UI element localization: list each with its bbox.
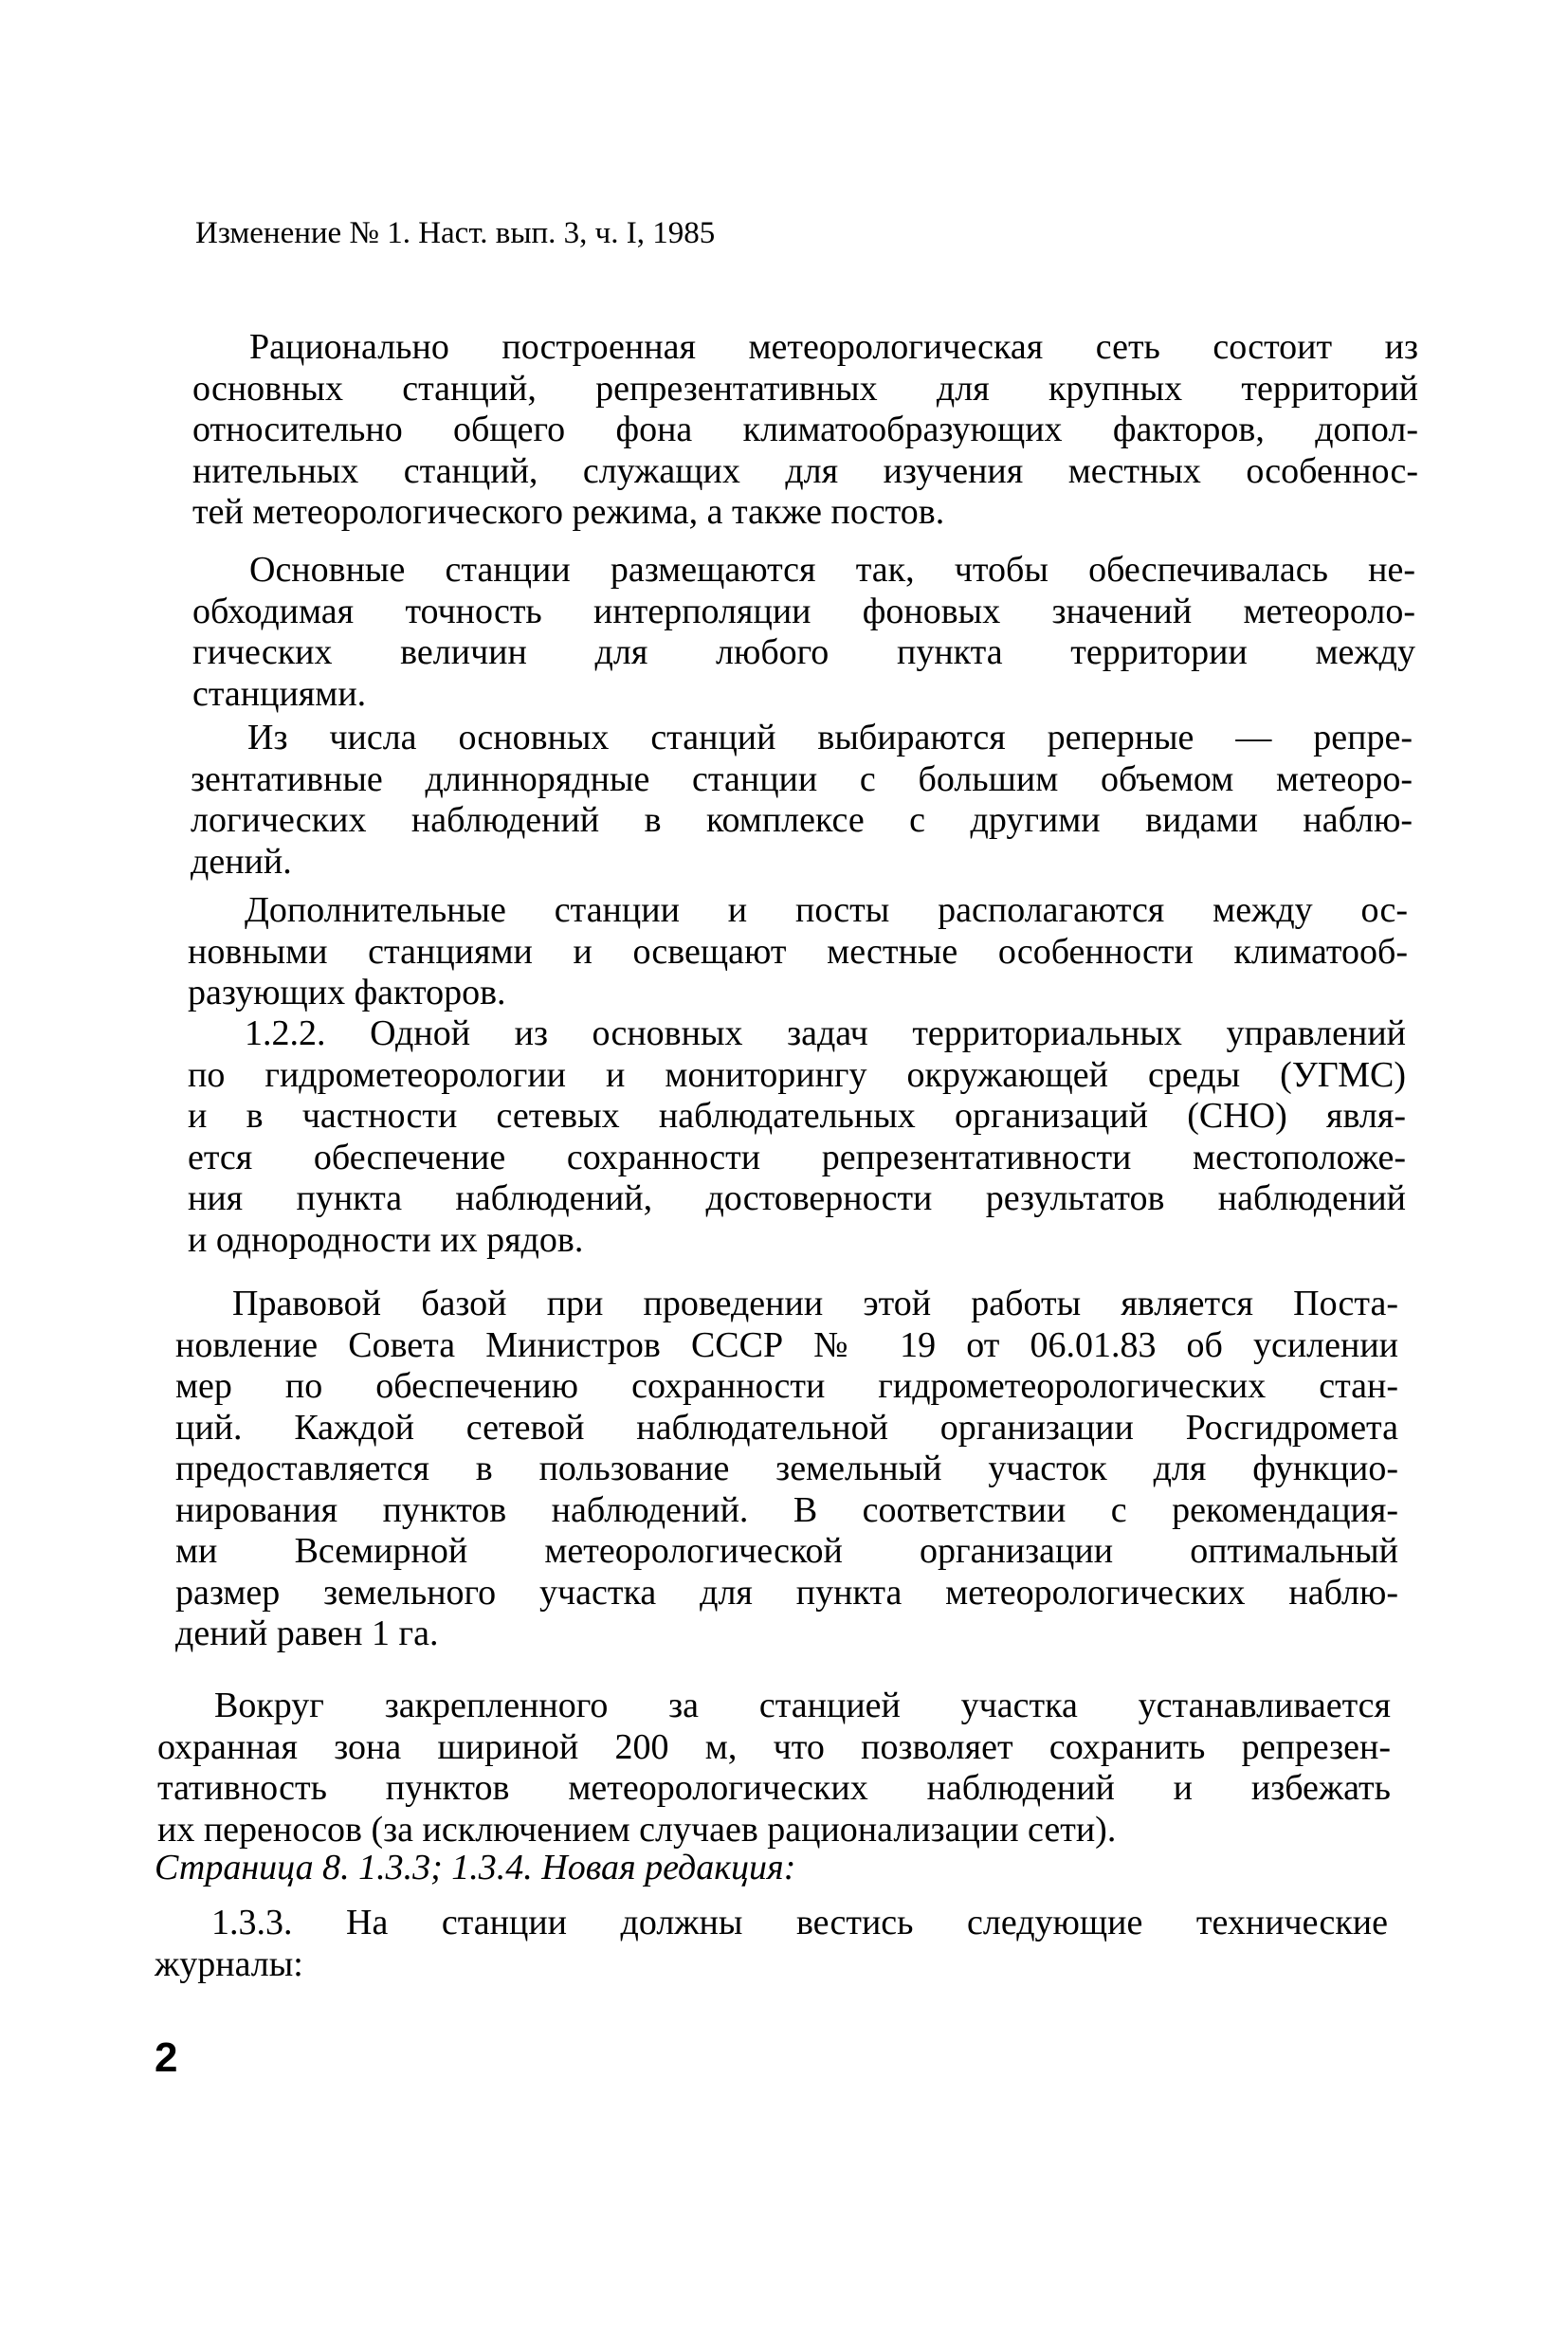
text-line: Правовой базой при проведении этой работы является Поста- xyxy=(232,1284,1398,1323)
text-line: журналы: xyxy=(155,1943,303,1984)
document-header: Изменение № 1. Наст. вып. 3, ч. I, 1985 xyxy=(195,216,716,250)
text-line: относительно общего фона климатообразующих факторов, допол- xyxy=(192,410,1418,449)
text-line: тативность пунктов метеорологических наблюдений и избежать xyxy=(157,1768,1391,1808)
text-line: нирования пунктов наблюдений. В соответствии с рекомендация- xyxy=(175,1489,1398,1530)
text-line: Дополнительные станции и посты располагаются между ос- xyxy=(245,890,1408,930)
text-line: Рационально построенная метеорологическая сеть состоит из xyxy=(249,327,1418,367)
text-line: дений равен 1 га. xyxy=(175,1614,439,1653)
text-line: зентативные длиннорядные станции с большим объемом метеоро- xyxy=(191,758,1413,799)
text-line: ния пункта наблюдений, достоверности результатов наблюдений xyxy=(188,1178,1406,1218)
text-line: Вокруг закрепленного за станцией участка устанавливается xyxy=(214,1686,1391,1725)
text-line: новными станциями и освещают местные особенности климатооб- xyxy=(188,931,1408,972)
text-line: логических наблюдений в комплексе с другими видами наблю- xyxy=(191,800,1413,840)
text-line: ми Всемирной метеорологической организации оптимальный xyxy=(175,1531,1398,1571)
text-line: предоставляется в пользование земельный участок для функцио- xyxy=(175,1449,1398,1488)
text-line: 1.3.3. На станции должны вестись следующие технические xyxy=(211,1903,1388,1942)
paragraph-1-3-3 xyxy=(155,1903,1388,1985)
text-line: ций. Каждой сетевой наблюдательной организации Росгидромета xyxy=(175,1407,1398,1448)
text-line: тей метеорологического режима, а также постов. xyxy=(192,492,945,532)
text-line: разующих факторов. xyxy=(188,973,506,1012)
text-line: размер земельного участка для пункта метеорологических наблю- xyxy=(175,1572,1398,1613)
paragraph-main-stations xyxy=(192,550,1415,715)
text-line: нительных станций, служащих для изучения местных особеннос- xyxy=(192,450,1418,491)
text-line: дений. xyxy=(191,841,292,882)
text-line: 1.2.2. Одной из основных задач территориальных управлений xyxy=(245,1013,1406,1053)
text-line: гических величин для любого пункта территории между xyxy=(192,632,1415,672)
page-number: 2 xyxy=(155,2034,178,2081)
text-line: Из числа основных станций выбираются реперные — репре- xyxy=(247,718,1413,757)
text-line: Основные станции размещаются так, чтобы обеспечивалась не- xyxy=(249,550,1415,590)
text-line: обходимая точность интерполяции фоновых значений метеороло- xyxy=(192,591,1415,631)
text-line: станциями. xyxy=(192,673,367,714)
text-line: мер по обеспечению сохранности гидрометеорологических стан- xyxy=(175,1366,1398,1406)
paragraph-reference-stations xyxy=(191,718,1413,883)
paragraph-additional-stations xyxy=(188,890,1408,1014)
text-line: новление Совета Министров СССР № 19 от 06.01.83 об усилении xyxy=(175,1324,1398,1365)
text-line: по гидрометеорологии и мониторингу окружающей среды (УГМС) xyxy=(188,1054,1406,1095)
text-line: основных станций, репрезентативных для крупных территорий xyxy=(192,368,1418,409)
paragraph-meteorological-network xyxy=(192,327,1418,534)
text-line: и в частности сетевых наблюдательных организаций (СНО) явля- xyxy=(188,1096,1406,1136)
paragraph-1-2-2 xyxy=(188,1013,1406,1261)
text-line: Страница 8. 1.3.3; 1.3.4. Новая редакция: xyxy=(155,1848,796,1887)
section-reference-page-8 xyxy=(155,1848,1387,1889)
text-line: охранная зона шириной 200 м, что позволяет сохранить репрезен- xyxy=(157,1726,1391,1767)
text-line: ется обеспечение сохранности репрезентативности местоположе- xyxy=(188,1137,1406,1177)
text-line: их переносов (за исключением случаев рационализации сети). xyxy=(157,1809,1117,1850)
text-line: и однородности их рядов. xyxy=(188,1219,584,1260)
paragraph-legal-basis xyxy=(175,1284,1398,1655)
paragraph-protection-zone xyxy=(157,1686,1391,1851)
